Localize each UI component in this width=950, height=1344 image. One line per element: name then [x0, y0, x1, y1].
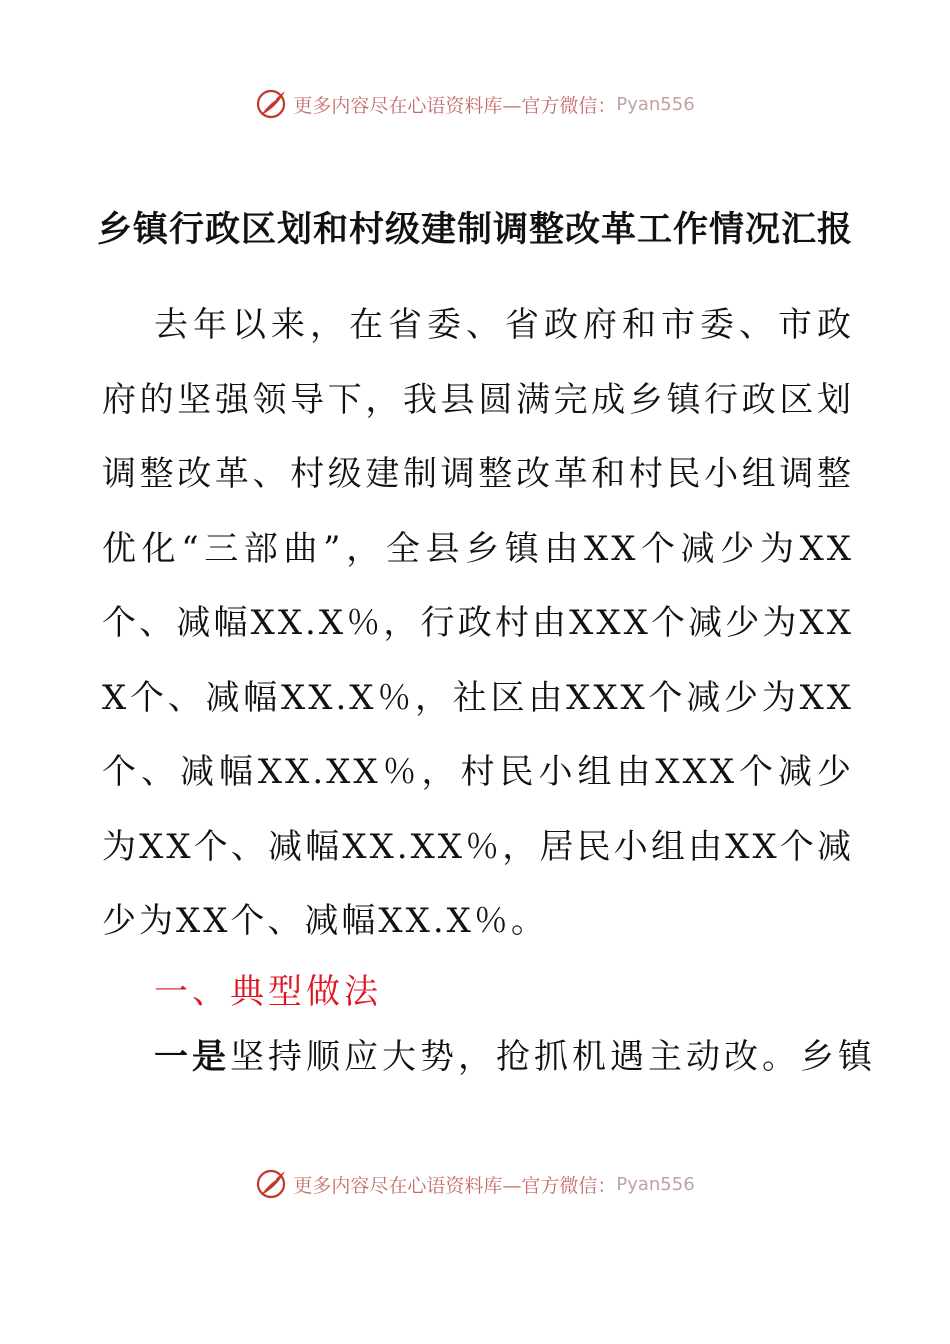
paragraph-text: 坚持顺应大势，抢抓机遇主动改。乡镇 [230, 1037, 876, 1077]
watermark-text: 更多内容尽在心语资料库—官方微信： [293, 1174, 617, 1197]
document-title: 乡镇行政区划和村级建制调整改革工作情况汇报 [96, 210, 853, 250]
header-watermark [0, 84, 950, 124]
body-paragraph-2 [154, 1027, 876, 1087]
quill-logo-icon [255, 1167, 289, 1201]
section-heading: 一、典型做法 [154, 972, 382, 1012]
watermark-handle: Pyan556 [616, 93, 695, 115]
footer-watermark [0, 1164, 950, 1204]
watermark-handle: Pyan556 [616, 1173, 695, 1195]
quill-logo-icon [255, 87, 289, 121]
body-paragraph-1: 去年以来，在省委、省政府和市委、市政府的坚强领导下，我县圆满完成乡镇行政区划调整改革、村级建制调整改革和村民小组调整优化“三部曲”，全县乡镇由XX个减少为XX个、减幅XX.X％，行政村由XXX个减少为XXX个、减幅XX.X％，社区由XXX个减少为XX个、减幅XX.XX％，村民小组由XXX个减少为XX个、减幅XX.XX％，居民小组由XX个减少为XX个、减幅XX.X％。 [102, 305, 854, 941]
paragraph-lead: 一是 [154, 1037, 230, 1077]
watermark-text: 更多内容尽在心语资料库—官方微信： [293, 94, 617, 117]
